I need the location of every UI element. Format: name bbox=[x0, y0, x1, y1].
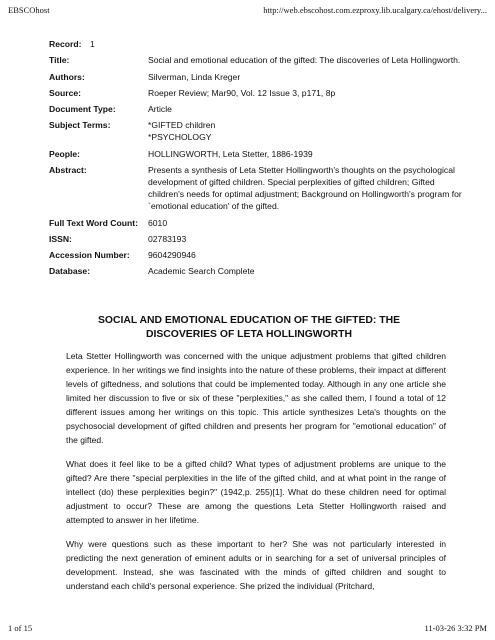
database-row bbox=[49, 265, 469, 277]
article-paragraph: Leta Stetter Hollingworth was concerned with the unique adjustment problems that gifted children experience. In her writings we find insights into the nature of these problems, their impact at different levels of giftedness, and solutions that could be implemented today. Although in any one article she limited her discussion to five or six of these "perplexities," as she called them, I found a total of 12 different issues among her writings on this topic. This article synthesizes Leta's thoughts on the psychosocial development of gifted children and presents her program for "emotional education" of the gifted. bbox=[66, 351, 446, 445]
title-label: Title: bbox=[49, 55, 70, 65]
print-timestamp: 11-03-26 3:32 PM bbox=[424, 623, 487, 633]
authors-row bbox=[49, 71, 469, 83]
subject-terms-value bbox=[148, 119, 469, 143]
subject-terms-row bbox=[49, 119, 469, 143]
article-paragraph: What does it feel like to be a gifted child? What types of adjustment problems are unique to the gifted? Are there "special perplexities in the life of the gifted child, and at what point in the range of intellect (do) these perplexities begin?" (1942,p. 255)[1]. What do these children need for optimal adjustment to occur? These are among the questions Leta Stetter Hollingworth raised and attempted to answer in her lifetime. bbox=[66, 459, 446, 525]
source-value: Roeper Review; Mar90, Vol. 12 Issue 3, p171, 8p bbox=[148, 88, 336, 98]
document-type-label: Document Type: bbox=[49, 104, 116, 114]
page-count: 1 of 15 bbox=[8, 623, 33, 633]
database-value: Academic Search Complete bbox=[148, 266, 255, 276]
article-body bbox=[66, 349, 446, 603]
record-number-value: 1 bbox=[90, 39, 95, 49]
authors-value: Silverman, Linda Kreger bbox=[148, 72, 241, 82]
abstract-row bbox=[49, 164, 469, 212]
document-type-row bbox=[49, 103, 469, 115]
source-row bbox=[49, 87, 469, 99]
title-value: Social and emotional education of the gifted: The discoveries of Leta Hollingworth. bbox=[148, 55, 461, 65]
word-count-row bbox=[49, 217, 469, 229]
title-row bbox=[49, 54, 469, 66]
people-row bbox=[49, 148, 469, 160]
browser-header-url: http://web.ebscohost.com.ezproxy.lib.ucalgary.ca/ehost/delivery... bbox=[263, 5, 487, 15]
accession-number-value: 9604290946 bbox=[148, 250, 196, 260]
browser-header-title: EBSCOhost bbox=[8, 5, 50, 15]
subject-term: *GIFTED children bbox=[148, 120, 216, 130]
word-count-value: 6010 bbox=[148, 218, 168, 228]
abstract-label: Abstract: bbox=[49, 165, 87, 175]
article-paragraph: Why were questions such as these important to her? She was not particularly interested in predicting the next generation of eminent adults or in searching for a set of universal principles of development. Instead, she was fascinated with the minds of gifted children and sought to understand each child's personal experience. She prized the individual (Pritchard, bbox=[66, 539, 446, 591]
people-value: HOLLINGWORTH, Leta Stetter, 1886-1939 bbox=[148, 149, 313, 159]
issn-row bbox=[49, 233, 469, 245]
article-title bbox=[60, 314, 438, 342]
database-label: Database: bbox=[49, 266, 91, 276]
article-title-line: SOCIAL AND EMOTIONAL EDUCATION OF THE GIFTED: THE bbox=[97, 315, 401, 326]
issn-value: 02783193 bbox=[148, 234, 187, 244]
record-number-row bbox=[49, 38, 469, 50]
record-number-label: Record: bbox=[49, 39, 82, 49]
record-details bbox=[49, 38, 469, 281]
accession-number-row bbox=[49, 249, 469, 261]
issn-label: ISSN: bbox=[49, 234, 72, 244]
document-type-value: Article bbox=[148, 104, 172, 114]
authors-label: Authors: bbox=[49, 72, 85, 82]
source-label: Source: bbox=[49, 88, 81, 98]
abstract-value: Presents a synthesis of Leta Stetter Hollingworth's thoughts on the psychological development of gifted children. Special perplexities of gifted children; Gifted children's needs for optimal adjustment; Background on Hollingworth's program for `emotional education' of the gifted. bbox=[148, 165, 462, 211]
people-label: People: bbox=[49, 149, 81, 159]
subject-terms-label: Subject Terms: bbox=[49, 120, 111, 130]
article-title-line: DISCOVERIES OF LETA HOLLINGWORTH bbox=[145, 329, 353, 340]
subject-term: *PSYCHOLOGY bbox=[148, 132, 212, 142]
accession-number-label: Accession Number: bbox=[49, 250, 130, 260]
word-count-label: Full Text Word Count: bbox=[49, 218, 138, 228]
